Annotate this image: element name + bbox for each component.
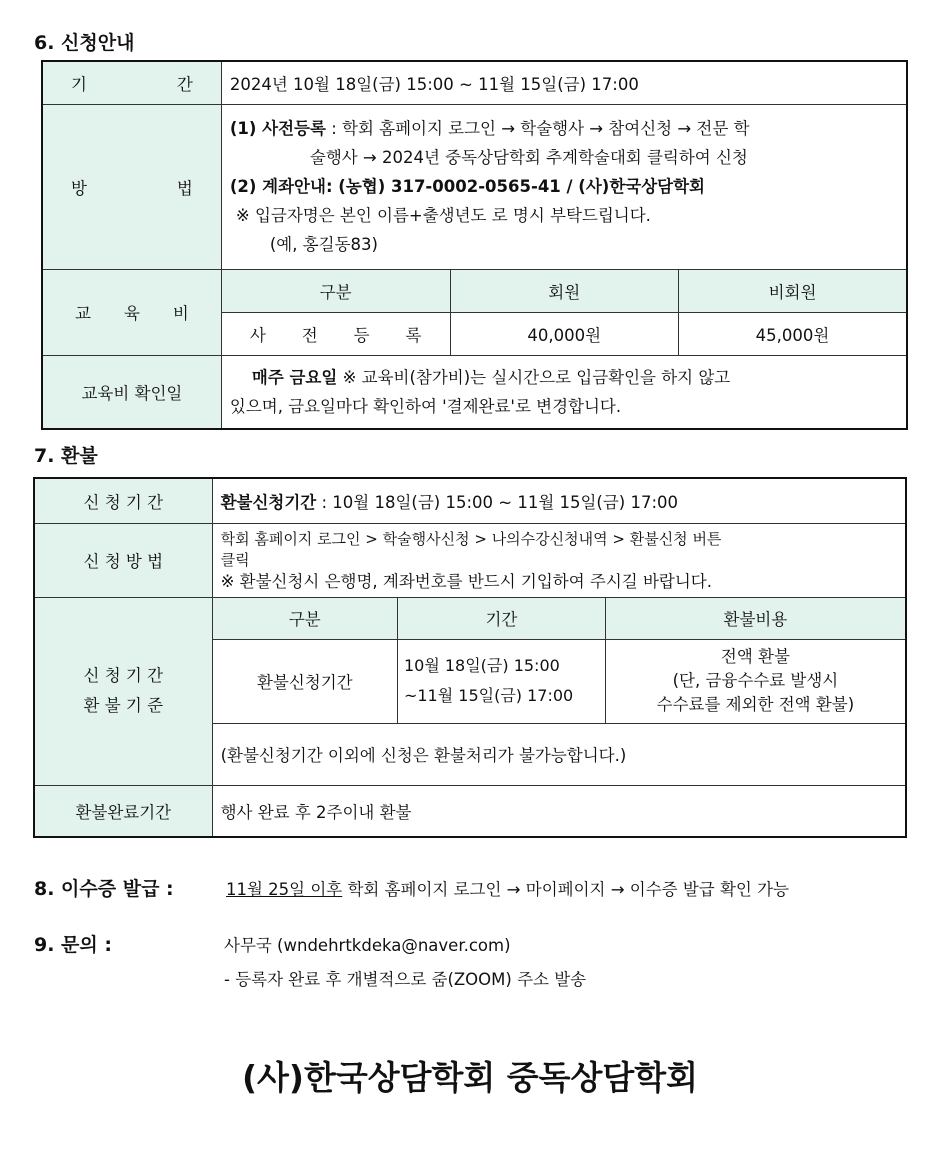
crit-row-label: 환불신청기간 [212, 639, 397, 723]
apply-period-text: : 10월 18일(금) 15:00 ~ 11월 15일(금) 17:00 [316, 492, 679, 512]
application-info-table [41, 60, 908, 430]
fee-row-label: 사 전 등 록 [221, 312, 450, 355]
crit-cost-a: 전액 환불 [720, 647, 790, 666]
contact-line-2: - 등록자 완료 후 개별적으로 줌(ZOOM) 주소 발송 [224, 970, 587, 989]
method-label: 방 법 [42, 104, 221, 269]
apply-period-label: 신 청 기 간 [34, 478, 212, 523]
confirm-value [221, 355, 907, 429]
apply-period-bold: 환불신청기간 [220, 492, 317, 512]
crit-col-period: 기간 [397, 597, 605, 639]
apply-period-value [212, 478, 906, 523]
method-1-text-a: : 학회 홈페이지 로그인 → 학술행사 → 참여신청 → 전문 학 [325, 119, 750, 138]
period-label: 기 간 [42, 61, 221, 104]
crit-period-value [397, 639, 605, 723]
apply-method-a: 학회 홈페이지 로그인 > 학술행사신청 > 나의수강신청내역 > 환불신청 버튼 [220, 529, 722, 548]
crit-period-b: ~11월 15일(금) 17:00 [403, 686, 574, 705]
organization-footer: (사)한국상담학회 중독상담학회 [241, 1058, 699, 1097]
crit-period-a: 10월 18일(금) 15:00 [403, 656, 560, 675]
refund-table [33, 477, 907, 838]
fee-nonmember-value: 45,000원 [678, 312, 907, 355]
confirm-text-a: ※ 교육비(참가비)는 실시간으로 입금확인을 하지 않고 [337, 367, 731, 387]
method-value [221, 104, 907, 269]
crit-col-cost: 환불비용 [605, 597, 906, 639]
section-8-title: 8. 이수증 발급 : [34, 878, 174, 900]
fee-member-value: 40,000원 [450, 312, 678, 355]
method-note-a: ※ 입금자명은 본인 이름+출생년도 로 명시 부탁드립니다. [235, 206, 651, 225]
method-note-b: (예, 홍길동83) [269, 235, 378, 254]
complete-label: 환불완료기간 [34, 785, 212, 837]
confirm-text-b: 있으며, 금요일마다 확인하여 '결제완료'로 변경합니다. [229, 396, 622, 416]
fee-col-member: 회원 [450, 269, 678, 312]
apply-method-value [212, 523, 906, 597]
crit-cost-value [605, 639, 906, 723]
apply-method-label: 신 청 방 법 [34, 523, 212, 597]
apply-method-b: 클릭 [220, 550, 250, 569]
fee-col-category: 구분 [221, 269, 450, 312]
period-value: 2024년 10월 18일(금) 15:00 ~ 11월 15일(금) 17:00 [221, 61, 907, 104]
certificate-date: 11월 25일 이후 [226, 880, 343, 899]
complete-value: 행사 완료 후 2주이내 환불 [212, 785, 906, 837]
criteria-label-a: 신 청 기 간 [83, 666, 164, 685]
section-7-title: 7. 환불 [34, 445, 98, 467]
section-9-title: 9. 문의 : [34, 934, 112, 956]
method-2: (2) 계좌안내: (농협) 317-0002-0565-41 / (사)한국상담학회 [229, 177, 705, 196]
confirm-bold: 매주 금요일 [251, 367, 338, 387]
contact-line-1: 사무국 (wndehrtkdeka@naver.com) [224, 936, 511, 955]
crit-cost-c: 수수료를 제외한 전액 환불) [656, 695, 855, 714]
method-1-head: (1) 사전등록 [229, 119, 326, 138]
crit-cost-b: (단, 금융수수료 발생시 [672, 671, 839, 690]
fee-col-nonmember: 비회원 [678, 269, 907, 312]
criteria-label [34, 597, 212, 785]
certificate-info [226, 876, 789, 900]
crit-note: (환불신청기간 이외에 신청은 환불처리가 불가능합니다.) [212, 723, 906, 785]
fee-label: 교 육 비 [42, 269, 221, 355]
crit-col-category: 구분 [212, 597, 397, 639]
apply-method-note: ※ 환불신청시 은행명, 계좌번호를 반드시 기입하여 주시길 바랍니다. [220, 571, 712, 591]
criteria-label-b: 환 불 기 준 [83, 696, 164, 715]
certificate-text: 학회 홈페이지 로그인 → 마이페이지 → 이수증 발급 확인 가능 [342, 880, 789, 899]
method-1-text-b: 술행사 → 2024년 중독상담학회 추계학술대회 클릭하여 신청 [309, 148, 748, 167]
confirm-label: 교육비 확인일 [42, 355, 221, 429]
section-6-title: 6. 신청안내 [34, 32, 135, 54]
